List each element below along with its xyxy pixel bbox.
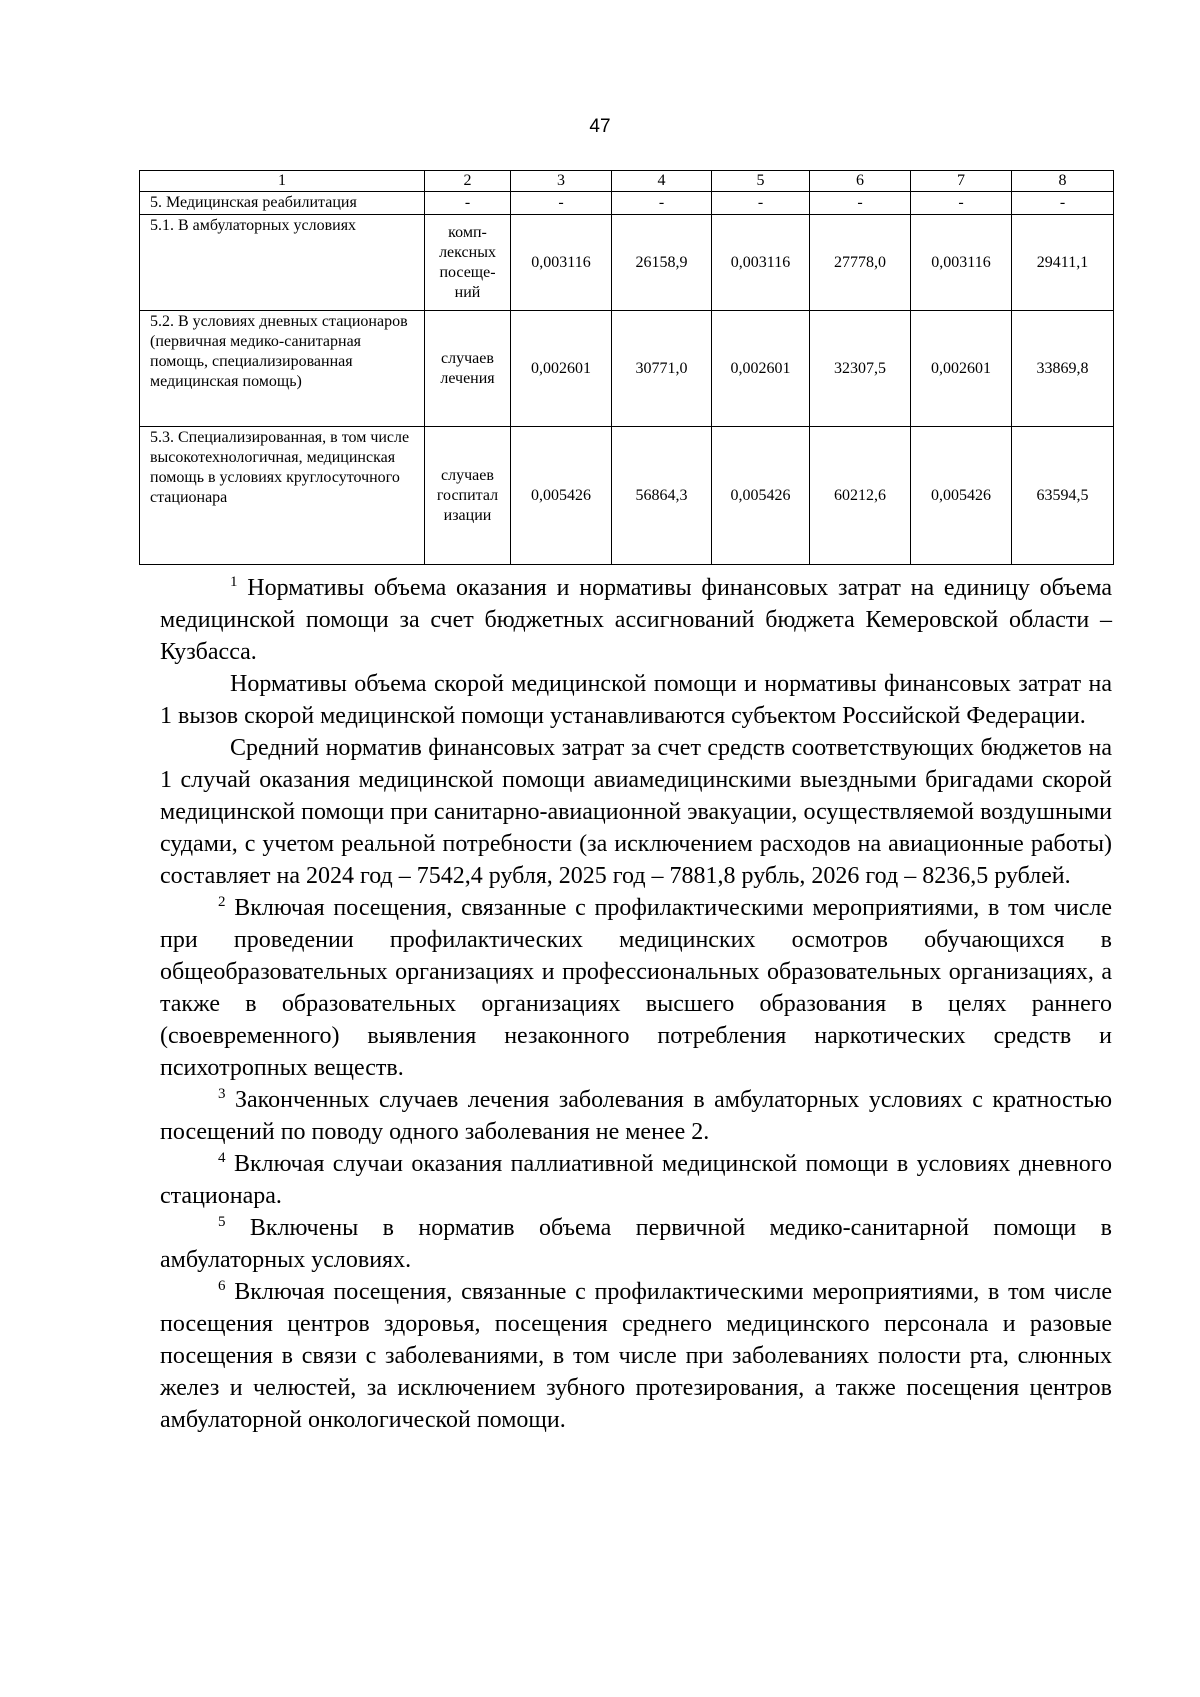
table-row [140, 311, 1114, 427]
row-name: 5.1. В амбулаторных условиях [140, 215, 425, 311]
footnote-6 [160, 1276, 1112, 1436]
footnote-text: Нормативы объема оказания и нормативы финансовых затрат на единицу объема медицинской помощи за счет бюджетных ассигнований бюджета Кемеровской области – Кузбасса. [160, 575, 1112, 665]
footnote-mark: 2 [218, 894, 226, 910]
table-cell: 0,003116 [511, 215, 612, 311]
table-cell: 0,002601 [712, 311, 810, 427]
footnote-mark: 6 [218, 1278, 226, 1294]
header-cell: 6 [810, 171, 911, 192]
footnote-text: Включая посещения, связанные с профилактическими мероприятиями, в том числе при проведении профилактических медицинских осмотров обучающихся в общеобразовательных организациях и профессиональных образовательных организациях, а также в образовательных организациях высшего образования в целях раннего (своевременного) выявления незаконного потребления наркотических средств и психотропных веществ. [160, 895, 1112, 1081]
header-cell: 2 [425, 171, 511, 192]
table-row [140, 427, 1114, 565]
footnote-1 [160, 572, 1112, 668]
table-cell: 29411,1 [1012, 215, 1114, 311]
page-number: 47 [589, 116, 611, 137]
footnote-4 [160, 1148, 1112, 1212]
footnote-mark: 3 [218, 1086, 226, 1102]
table-cell: - [810, 192, 911, 215]
row-unit: - [425, 192, 511, 215]
table-cell: 63594,5 [1012, 427, 1114, 565]
footnote-mark: 1 [230, 574, 238, 590]
footnote-2 [160, 892, 1112, 1084]
footnote-text: Законченных случаев лечения заболевания в амбулаторных условиях с кратностью посещений по поводу одного заболевания не менее 2. [160, 1087, 1112, 1145]
table-cell: 30771,0 [612, 311, 712, 427]
footnote-5 [160, 1212, 1112, 1276]
footnote-text: Включая посещения, связанные с профилактическими мероприятиями, в том числе посещения центров здоровья, посещения среднего медицинского персонала и разовые посещения в связи с заболеваниями, в том числе при заболеваниях полости рта, слюнных желез и челюстей, за исключением зубного протезирования, а также посещения центров амбулаторной онкологической помощи. [160, 1279, 1112, 1433]
table-cell: 32307,5 [810, 311, 911, 427]
table-cell: 0,003116 [911, 215, 1012, 311]
table-cell: - [911, 192, 1012, 215]
table-cell: 33869,8 [1012, 311, 1114, 427]
table-cell: 0,002601 [911, 311, 1012, 427]
table-cell: - [511, 192, 612, 215]
table-cell: - [712, 192, 810, 215]
header-cell: 8 [1012, 171, 1114, 192]
table-row [140, 215, 1114, 311]
header-cell: 4 [612, 171, 712, 192]
row-name: 5.2. В условиях дневных стационаров (первичная медико-санитарная помощь, специализированная медицинская помощь) [140, 311, 425, 427]
row-unit: комп-лексных посеще-ний [425, 215, 511, 311]
table-cell: - [612, 192, 712, 215]
header-cell: 3 [511, 171, 612, 192]
table-cell: 0,002601 [511, 311, 612, 427]
footnote-mark: 5 [218, 1214, 226, 1230]
footnote-text: Включены в норматив объема первичной медико-санитарной помощи в амбулаторных условиях. [160, 1215, 1112, 1273]
table-cell: - [1012, 192, 1114, 215]
table-cell: 0,005426 [911, 427, 1012, 565]
table-cell: 0,005426 [511, 427, 612, 565]
table-cell: 0,003116 [712, 215, 810, 311]
row-name: 5. Медицинская реабилитация [140, 192, 425, 215]
header-cell: 5 [712, 171, 810, 192]
norms-table [139, 170, 1114, 565]
footnote-mark: 4 [218, 1150, 226, 1166]
table-row [140, 192, 1114, 215]
table-cell: 56864,3 [612, 427, 712, 565]
row-name: 5.3. Специализированная, в том числе высокотехнологичная, медицинская помощь в условиях круглосуточного стационара [140, 427, 425, 565]
row-unit: случаев лечения [425, 311, 511, 427]
row-unit: случаев госпитал изации [425, 427, 511, 565]
table-cell: 27778,0 [810, 215, 911, 311]
header-cell: 7 [911, 171, 1012, 192]
footnote-text: Включая случаи оказания паллиативной медицинской помощи в условиях дневного стационара. [160, 1151, 1112, 1209]
paragraph-avia: Средний норматив финансовых затрат за счет средств соответствующих бюджетов на 1 случай оказания медицинской помощи авиамедицинскими выездными бригадами скорой медицинской помощи при санитарно-авиационной эвакуации, осуществляемой воздушными судами, с учетом реальной потребности (за исключением расходов на авиационные работы) составляет на 2024 год – 7542,4 рубля, 2025 год – 7881,8 рубль, 2026 год – 8236,5 рублей. [160, 735, 1112, 889]
header-cell: 1 [140, 171, 425, 192]
table-header-row [140, 171, 1114, 192]
footnote-3 [160, 1084, 1112, 1148]
table-cell: 0,005426 [712, 427, 810, 565]
paragraph-ambulance: Нормативы объема скорой медицинской помощи и нормативы финансовых затрат на 1 вызов скорой медицинской помощи устанавливаются субъектом Российской Федерации. [160, 671, 1112, 729]
footnotes [160, 572, 1112, 1436]
table-cell: 26158,9 [612, 215, 712, 311]
table-cell: 60212,6 [810, 427, 911, 565]
